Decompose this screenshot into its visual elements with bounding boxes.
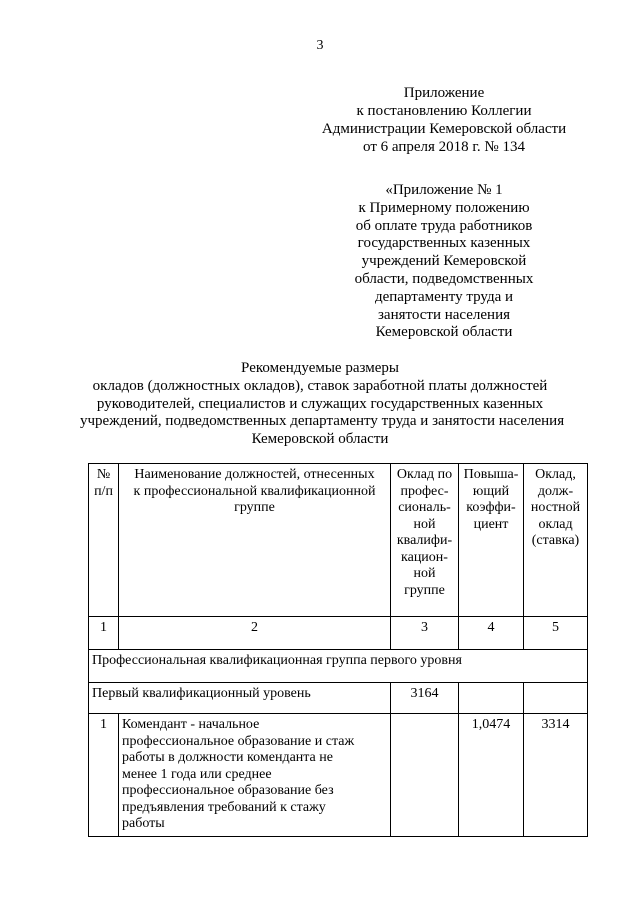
header-position-name: Наименование должностей, отнесенных к профессиональной квалификационной группе	[119, 464, 391, 617]
title-line: Рекомендуемые размеры	[241, 360, 399, 376]
row-coefficient: 1,0474	[459, 714, 524, 837]
table-row	[89, 714, 588, 837]
row-number: 1	[89, 714, 119, 837]
appendix-sub-header	[330, 182, 558, 342]
page-number: 3	[316, 38, 324, 53]
document-title	[80, 360, 565, 449]
header-number: № п/п	[89, 464, 119, 617]
appendix-sub-line: занятости населения	[377, 306, 510, 323]
appendix-line: Администрации Кемеровской области	[321, 121, 567, 137]
column-number: 3	[391, 617, 459, 650]
column-number: 4	[459, 617, 524, 650]
title-line: Кемеровской области	[251, 431, 389, 448]
group-title: Профессиональная квалификационная группа первого уровня	[89, 650, 588, 683]
column-number: 5	[524, 617, 588, 650]
salary-table	[88, 463, 588, 837]
level-salary: 3164	[391, 683, 459, 714]
column-number: 1	[89, 617, 119, 650]
title-line: руководителей, специалистов и служащих государственных казенных	[96, 395, 544, 412]
level-empty-cell	[524, 683, 588, 714]
header-coefficient: Повыша- ющий коэффи- циент	[459, 464, 524, 617]
appendix-line: Приложение	[403, 85, 485, 101]
appendix-sub-line: «Приложение № 1	[385, 182, 503, 198]
appendix-sub-line: департаменту труда и	[374, 288, 514, 305]
row-rate: 3314	[524, 714, 588, 837]
header-group-salary: Оклад по профес- сиональ- ной квалифи- кацион- ной группе	[391, 464, 459, 617]
group-row	[89, 650, 588, 683]
level-title: Первый квалификационный уровень	[89, 683, 391, 714]
appendix-sub-line: об оплате труда работников	[355, 217, 533, 234]
appendix-line: от 6 апреля 2018 г. № 134	[363, 139, 525, 155]
level-empty-cell	[459, 683, 524, 714]
appendix-sub-line: Кемеровской области	[375, 324, 513, 341]
row-position-name: Комендант - начальное профессиональное образование и стаж работы в должности коменданта не менее 1 года или среднее профессиональное образование без предъявления требований к стажу работы	[119, 714, 391, 837]
appendix-sub-line: области, подведомственных	[354, 270, 534, 287]
appendix-header	[318, 84, 570, 156]
header-rate: Оклад, долж- ностной оклад (ставка)	[524, 464, 588, 617]
row-salary	[391, 714, 459, 837]
title-line: окладов (должностных окладов), ставок заработной платы должностей	[92, 377, 548, 394]
column-number-row	[89, 617, 588, 650]
table-header-row	[89, 464, 588, 617]
column-number: 2	[119, 617, 391, 650]
appendix-line: к постановлению Коллегии	[356, 103, 532, 119]
level-row	[89, 683, 588, 714]
title-line: учреждений, подведомственных департаменту труда и занятости населения	[80, 413, 565, 430]
appendix-sub-line: к Примерному положению	[358, 199, 530, 216]
appendix-sub-line: учреждений Кемеровской	[361, 253, 527, 270]
appendix-sub-line: государственных казенных	[357, 235, 531, 252]
